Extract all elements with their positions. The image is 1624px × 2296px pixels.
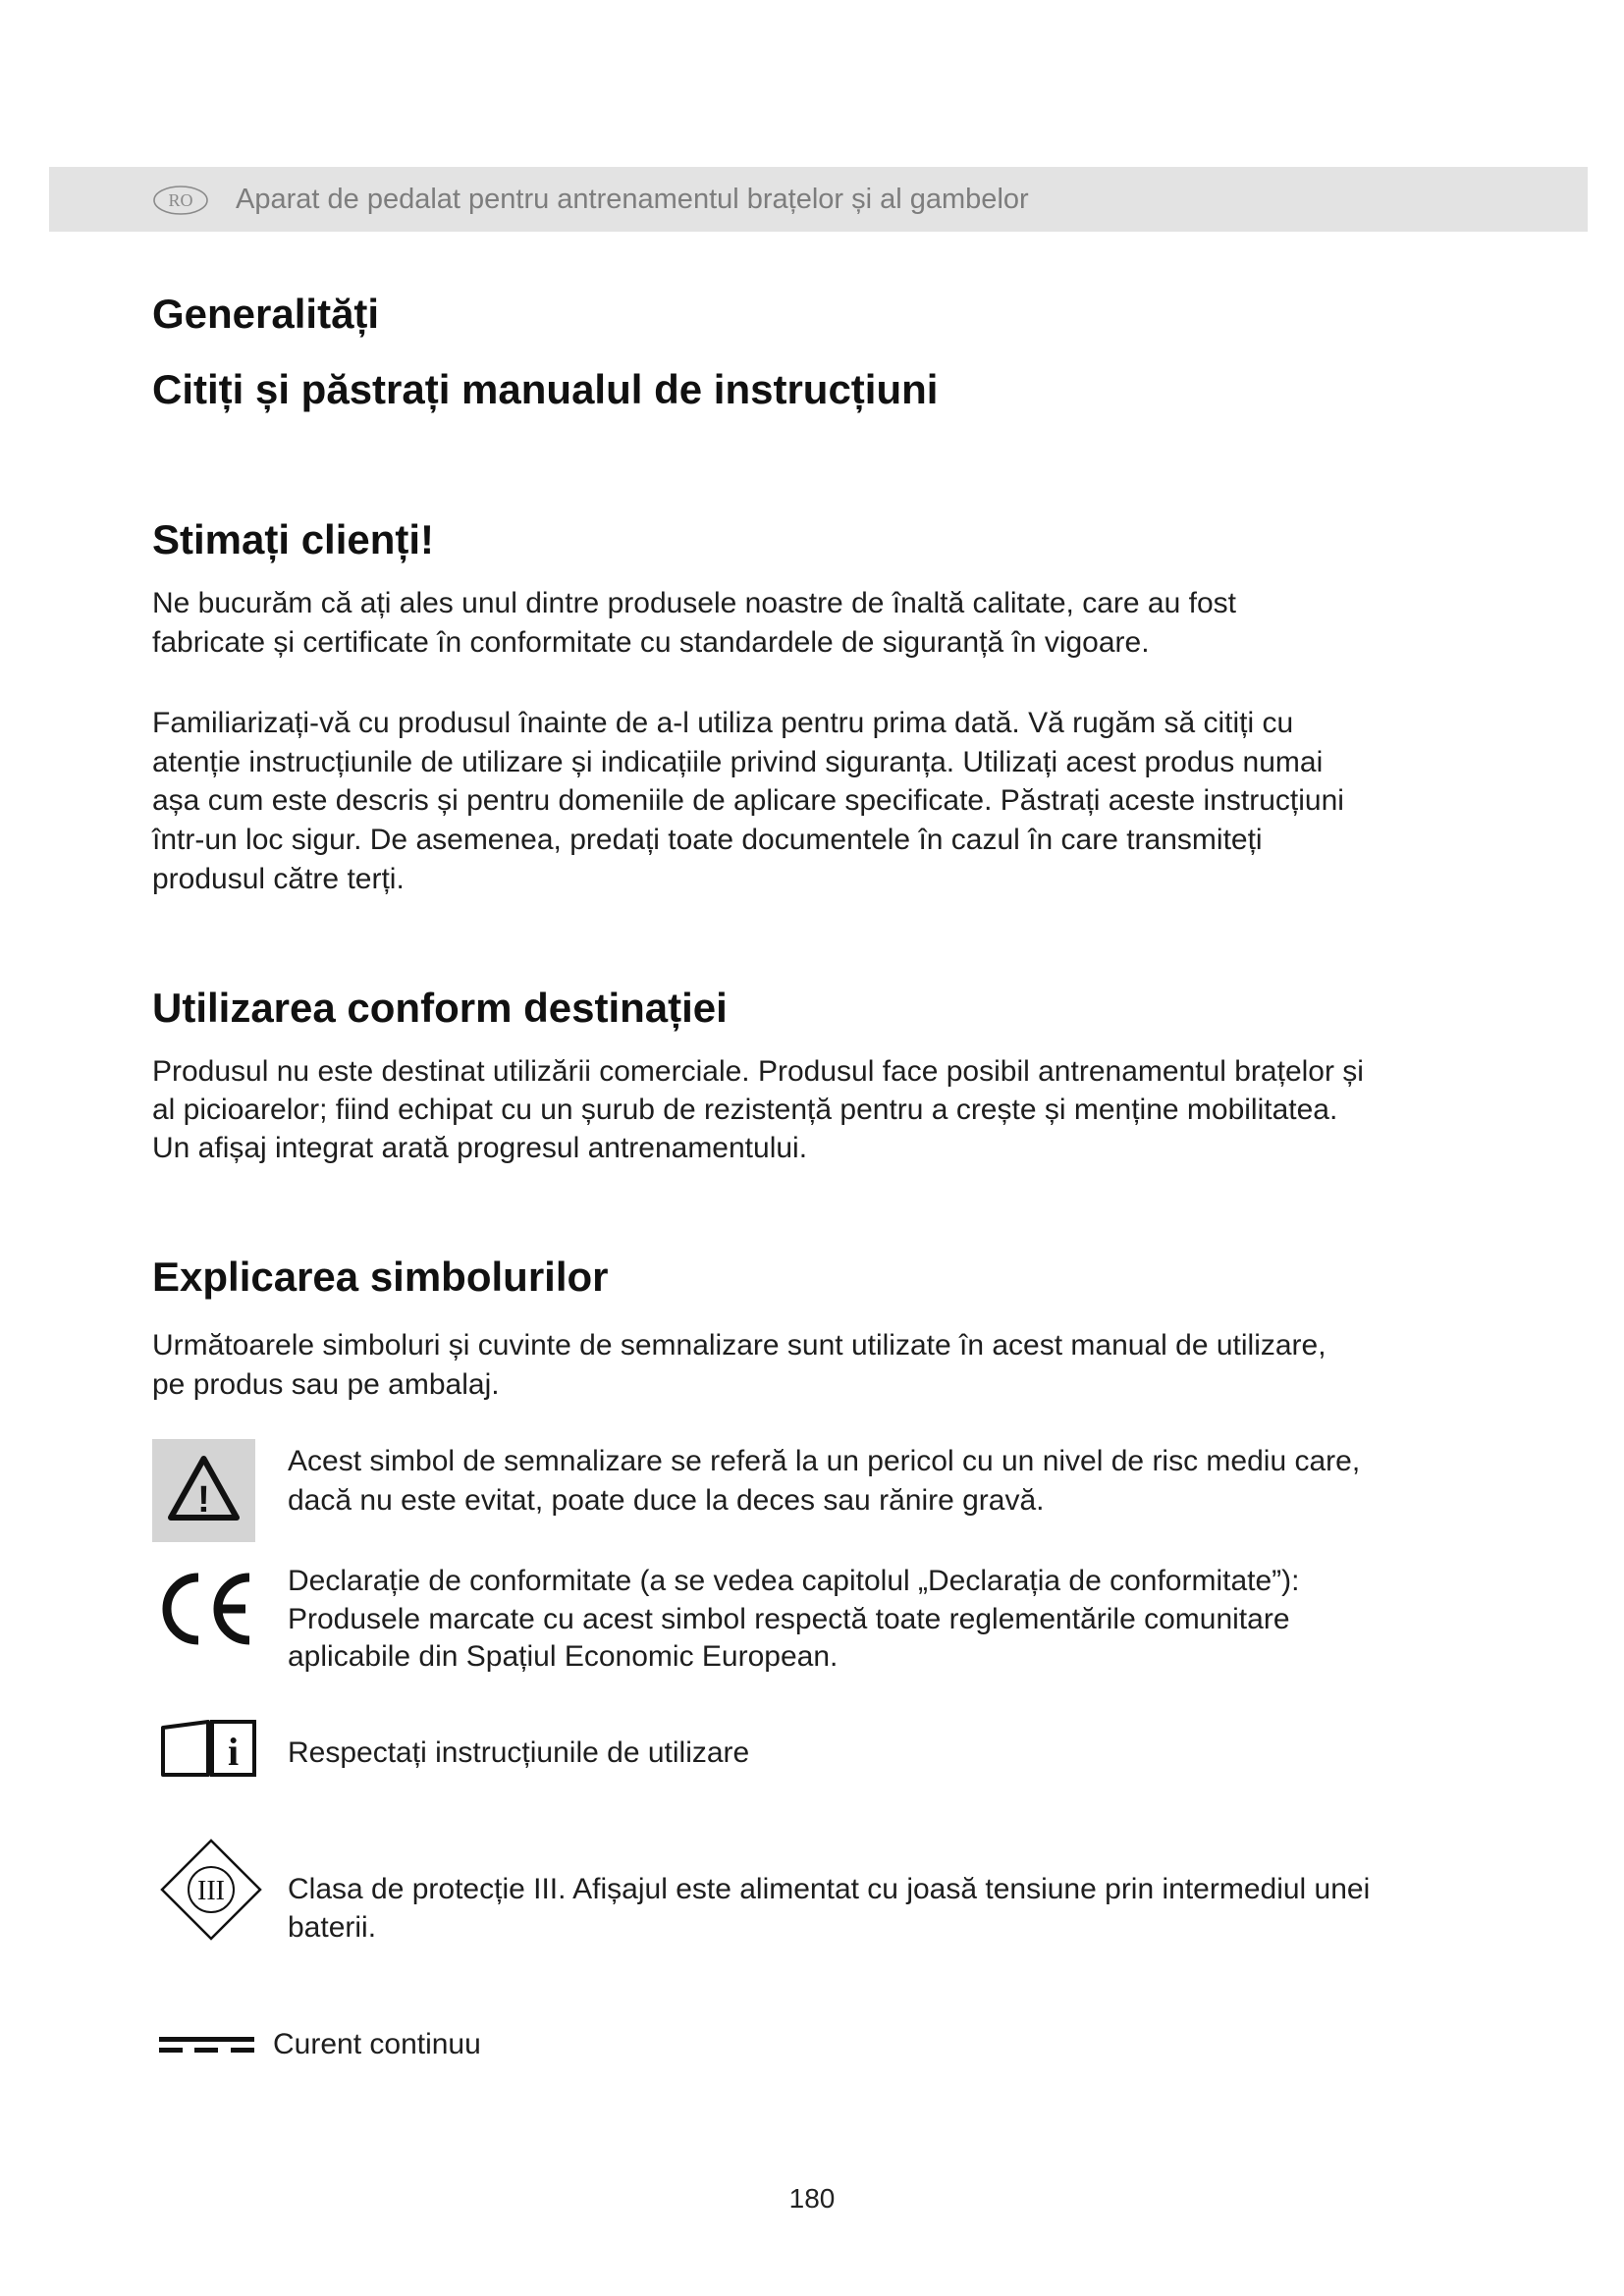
- ce-mark-icon: [155, 1571, 255, 1647]
- direct-current-icon: [159, 2036, 254, 2056]
- text-line: Următoarele simboluri și cuvinte de semnalizare sunt utilizate în acest manual de utilizare,: [152, 1329, 1326, 1362]
- language-badge: [152, 185, 209, 216]
- read-instructions-icon: [159, 1718, 258, 1779]
- paragraph-intended-use: [152, 1052, 1364, 1167]
- warning-icon-glyph: !: [197, 1479, 210, 1521]
- text-line: Familiarizați-vă cu produsul înainte de a-l utiliza pentru prima dată. Vă rugăm să citiți cu: [152, 707, 1294, 739]
- text-line: aplicabile din Spațiul Economic European.: [288, 1640, 839, 1673]
- text-line: al picioarelor; fiind echipat cu un șurub de rezistență pentru a crește și menține mobilitatea.: [152, 1094, 1338, 1126]
- text-line: Acest simbol de semnalizare se referă la un pericol cu un nivel de risc mediu care,: [288, 1445, 1361, 1477]
- text-line: Curent continuu: [273, 2028, 481, 2060]
- text-line: într-un loc sigur. De asemenea, predați toate documentele în cazul în care transmiteți: [152, 824, 1263, 857]
- header-bar: [49, 167, 1588, 232]
- symbol-description-instructions: [288, 1734, 749, 1773]
- symbol-description-ce: [288, 1563, 1300, 1677]
- text-line: baterii.: [288, 1911, 377, 1944]
- text-line: Clasa de protecție III. Afișajul este alimentat cu joasă tensiune prin intermediul unei: [288, 1873, 1371, 1905]
- warning-icon: [152, 1439, 255, 1542]
- symbol-description-protection-class: [288, 1870, 1370, 1947]
- section-subheading-read-manual: Citiți și păstrați manualul de instrucțiuni: [152, 366, 939, 412]
- text-line: Un afișaj integrat arată progresul antrenamentului.: [152, 1132, 808, 1164]
- paragraph-familiarize: [152, 704, 1344, 899]
- section-heading-customers: Stimați clienți!: [152, 516, 435, 562]
- section-heading-general: Generalități: [152, 291, 380, 337]
- symbol-description-direct-current: [273, 2025, 481, 2064]
- protection-class-iii-icon: [159, 1838, 263, 1942]
- paragraph-symbols-intro: [152, 1326, 1326, 1405]
- read-instructions-icon-glyph: i: [227, 1730, 240, 1774]
- text-line: fabricate și certificate în conformitate cu standardele de siguranță în vigoare.: [152, 625, 1150, 659]
- text-line: atenție instrucțiunile de utilizare și indicațiile privind siguranța. Utilizați acest produs numai: [152, 745, 1324, 778]
- text-line: pe produs sau pe ambalaj.: [152, 1368, 500, 1401]
- text-line: produsul către terți.: [152, 862, 405, 895]
- text-line: Respectați instrucțiunile de utilizare: [288, 1736, 750, 1769]
- section-heading-intended-use: Utilizarea conform destinației: [152, 985, 728, 1031]
- text-line: Ne bucurăm că ați ales unul dintre produsele noastre de înaltă calitate, care au fost: [152, 587, 1236, 619]
- protection-class-glyph: III: [197, 1876, 225, 1906]
- symbol-description-warning: [288, 1442, 1360, 1521]
- document-title: Aparat de pedalat pentru antrenamentul brațelor și al gambelor: [236, 184, 1029, 215]
- text-line: așa cum este descris și pentru domeniile de aplicare specificate. Păstrați aceste instrucțiuni: [152, 784, 1344, 818]
- paragraph-intro: [152, 584, 1236, 662]
- text-line: Declarație de conformitate (a se vedea capitolul „Declarația de conformitate”):: [288, 1565, 1300, 1597]
- section-heading-symbols: Explicarea simbolurilor: [152, 1254, 609, 1300]
- text-line: Produsul nu este destinat utilizării comerciale. Produsul face posibil antrenamentul brațelor și: [152, 1055, 1364, 1088]
- text-line: Produsele marcate cu acest simbol respectă toate reglementările comunitare: [288, 1602, 1290, 1635]
- page-number: 180: [788, 2183, 836, 2214]
- text-line: dacă nu este evitat, poate duce la deces sau rănire gravă.: [288, 1484, 1045, 1517]
- language-code: RO: [168, 190, 193, 210]
